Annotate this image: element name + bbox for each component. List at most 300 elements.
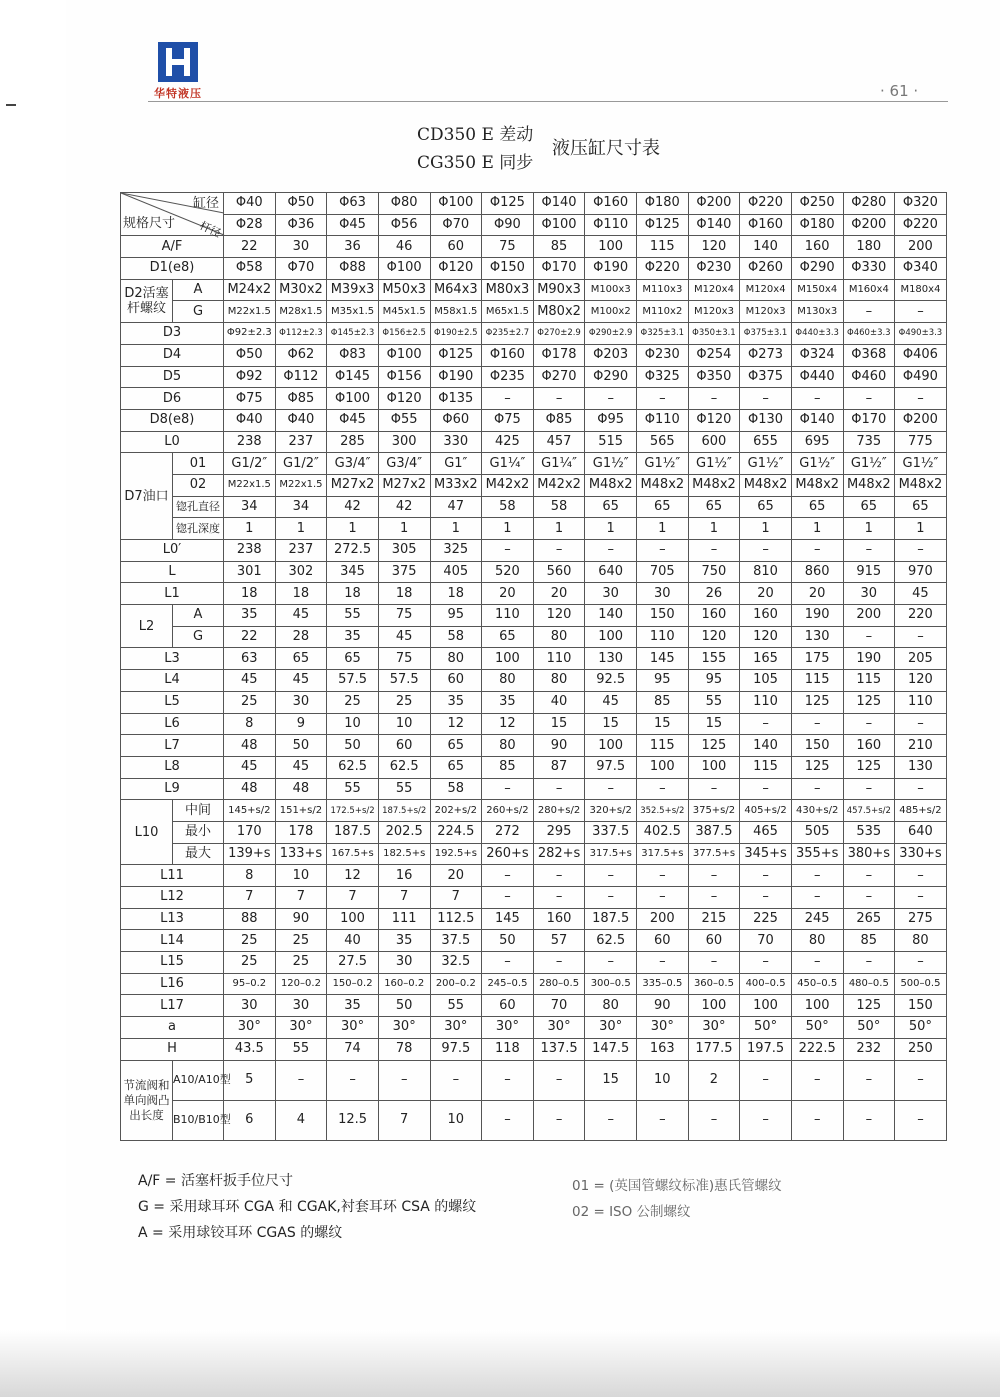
value-cell: 10 <box>327 713 379 735</box>
value-cell: 30° <box>224 1017 276 1039</box>
row-label: L0 <box>121 431 224 453</box>
value-cell: 40 <box>533 691 585 713</box>
value-cell: 105 <box>740 670 792 692</box>
value-cell: M80x3 <box>482 279 534 301</box>
value-cell: 380+s <box>843 843 895 865</box>
value-cell: 80 <box>533 670 585 692</box>
value-cell: 130 <box>585 648 637 670</box>
value-cell: – <box>585 865 637 887</box>
value-cell: Φ406 <box>895 344 947 366</box>
value-cell: 46 <box>378 236 430 258</box>
value-cell: – <box>533 1060 585 1100</box>
value-cell: 78 <box>378 1038 430 1060</box>
value-cell: 112.5 <box>430 908 482 930</box>
value-cell: – <box>843 388 895 410</box>
value-cell: Φ100 <box>378 344 430 366</box>
value-cell: Φ490 <box>895 366 947 388</box>
value-cell: 5 <box>224 1060 276 1100</box>
value-cell: 402.5 <box>637 821 689 843</box>
value-cell: – <box>740 865 792 887</box>
table-row <box>121 713 947 735</box>
value-cell: 1 <box>275 518 327 540</box>
value-cell: Φ145 <box>327 366 379 388</box>
value-cell: 58 <box>482 496 534 518</box>
row-label: L12 <box>121 887 224 909</box>
value-cell: 80 <box>791 930 843 952</box>
value-cell: Φ325±3.1 <box>637 323 689 345</box>
value-cell: – <box>740 713 792 735</box>
value-cell: Φ160 <box>482 344 534 366</box>
row-sublabel: 锪孔直径 <box>173 496 224 518</box>
row-label: L15 <box>121 952 224 974</box>
value-cell: Φ75 <box>482 409 534 431</box>
value-cell: G1/2″ <box>224 453 276 475</box>
note-g: G = 采用球耳环 CGA 和 CGAK,衬套耳环 CSA 的螺纹 <box>138 1199 477 1215</box>
value-cell: 25 <box>275 952 327 974</box>
value-cell: – <box>533 887 585 909</box>
value-cell: – <box>482 540 534 562</box>
value-cell: 565 <box>637 431 689 453</box>
value-cell: – <box>843 887 895 909</box>
row-label: L13 <box>121 908 224 930</box>
value-cell: M120x4 <box>740 279 792 301</box>
value-cell: – <box>843 865 895 887</box>
value-cell: 111 <box>378 908 430 930</box>
value-cell: Φ130 <box>740 409 792 431</box>
value-cell: 110 <box>482 605 534 627</box>
value-cell: 62.5 <box>585 930 637 952</box>
bore-cell: Φ320 <box>895 193 947 215</box>
value-cell: – <box>895 1060 947 1100</box>
rod-cell: Φ110 <box>585 214 637 236</box>
value-cell: 25 <box>224 952 276 974</box>
value-cell: 34 <box>224 496 276 518</box>
value-cell: 28 <box>275 626 327 648</box>
value-cell: 222.5 <box>791 1038 843 1060</box>
bore-cell: Φ200 <box>688 193 740 215</box>
rod-cell: Φ160 <box>740 214 792 236</box>
table-row <box>121 865 947 887</box>
value-cell: 110 <box>637 626 689 648</box>
group-label-valve: 节流阀和单向阀凸出长度 <box>121 1060 173 1140</box>
value-cell: 205 <box>895 648 947 670</box>
value-cell: – <box>637 1100 689 1140</box>
value-cell: M35x1.5 <box>327 301 379 323</box>
value-cell: 1 <box>843 518 895 540</box>
value-cell: 325 <box>430 540 482 562</box>
value-cell: 400–0.5 <box>740 973 792 995</box>
value-cell: 405 <box>430 561 482 583</box>
bore-cell: Φ40 <box>224 193 276 215</box>
value-cell: M120x4 <box>688 279 740 301</box>
value-cell: 140 <box>740 236 792 258</box>
table-row <box>121 800 947 822</box>
table-row <box>121 344 947 366</box>
value-cell: 12.5 <box>327 1100 379 1140</box>
value-cell: 30° <box>637 1017 689 1039</box>
value-cell: 202+s/2 <box>430 800 482 822</box>
value-cell: Φ170 <box>533 258 585 280</box>
value-cell: M100x2 <box>585 301 637 323</box>
value-cell: G3/4″ <box>378 453 430 475</box>
value-cell: 305 <box>378 540 430 562</box>
value-cell: 65 <box>482 626 534 648</box>
value-cell: 60 <box>637 930 689 952</box>
value-cell: 167.5+s <box>327 843 379 865</box>
bore-cell: Φ80 <box>378 193 430 215</box>
value-cell: – <box>688 865 740 887</box>
value-cell: 57.5 <box>327 670 379 692</box>
value-cell: 100 <box>740 995 792 1017</box>
value-cell: M42x2 <box>533 474 585 496</box>
value-cell: 1 <box>378 518 430 540</box>
value-cell: 35 <box>378 930 430 952</box>
bore-cell: Φ180 <box>637 193 689 215</box>
value-cell: Φ100 <box>378 258 430 280</box>
value-cell: M50x3 <box>378 279 430 301</box>
value-cell: 115 <box>843 670 895 692</box>
value-cell: – <box>895 865 947 887</box>
value-cell: M22x1.5 <box>224 301 276 323</box>
row-label: L6 <box>121 713 224 735</box>
value-cell: Φ55 <box>378 409 430 431</box>
value-cell: 120 <box>895 670 947 692</box>
value-cell: 25 <box>327 691 379 713</box>
value-cell: 45 <box>224 670 276 692</box>
value-cell: Φ325 <box>637 366 689 388</box>
value-cell: 95 <box>688 670 740 692</box>
table-row <box>121 453 947 475</box>
value-cell: – <box>740 1100 792 1140</box>
value-cell: 6 <box>224 1100 276 1140</box>
value-cell: Φ235±2.7 <box>482 323 534 345</box>
value-cell: Φ220 <box>637 258 689 280</box>
value-cell: 150–0.2 <box>327 973 379 995</box>
value-cell: 100 <box>791 995 843 1017</box>
value-cell: 70 <box>533 995 585 1017</box>
value-cell: 147.5 <box>585 1038 637 1060</box>
value-cell: 187.5 <box>327 821 379 843</box>
value-cell: Φ125 <box>430 344 482 366</box>
value-cell: – <box>482 952 534 974</box>
rod-cell: Φ100 <box>533 214 585 236</box>
row-label: D4 <box>121 344 224 366</box>
value-cell: M28x1.5 <box>275 301 327 323</box>
table-row <box>121 1060 947 1100</box>
value-cell: 65 <box>327 648 379 670</box>
value-cell: 285 <box>327 431 379 453</box>
table-row <box>121 496 947 518</box>
value-cell: 80 <box>482 735 534 757</box>
value-cell: M27x2 <box>327 474 379 496</box>
value-cell: 190 <box>843 648 895 670</box>
value-cell: 1 <box>688 518 740 540</box>
value-cell: – <box>895 713 947 735</box>
table-row <box>121 952 947 974</box>
table-row <box>121 561 947 583</box>
value-cell: G1/2″ <box>275 453 327 475</box>
row-label: L9 <box>121 778 224 800</box>
value-cell: – <box>533 540 585 562</box>
row-sublabel: 锪孔深度 <box>173 518 224 540</box>
value-cell: 34 <box>275 496 327 518</box>
value-cell: – <box>843 540 895 562</box>
value-cell: 352.5+s/2 <box>637 800 689 822</box>
value-cell: Φ460 <box>843 366 895 388</box>
value-cell: 63 <box>224 648 276 670</box>
value-cell: 655 <box>740 431 792 453</box>
value-cell: – <box>740 778 792 800</box>
value-cell: 65 <box>895 496 947 518</box>
value-cell: 139+s <box>224 843 276 865</box>
value-cell: 172.5+s/2 <box>327 800 379 822</box>
value-cell: 60 <box>482 995 534 1017</box>
value-cell: 260+s/2 <box>482 800 534 822</box>
value-cell: – <box>791 713 843 735</box>
value-cell: Φ230 <box>688 258 740 280</box>
rod-cell: Φ45 <box>327 214 379 236</box>
value-cell: M180x4 <box>895 279 947 301</box>
value-cell: 125 <box>791 756 843 778</box>
value-cell: – <box>895 887 947 909</box>
value-cell: – <box>740 540 792 562</box>
value-cell: 197.5 <box>740 1038 792 1060</box>
value-cell: 225 <box>740 908 792 930</box>
value-cell: 245–0.5 <box>482 973 534 995</box>
value-cell: 282+s <box>533 843 585 865</box>
value-cell: 90 <box>275 908 327 930</box>
value-cell: Φ203 <box>585 344 637 366</box>
value-cell: 65 <box>688 496 740 518</box>
value-cell: 58 <box>430 626 482 648</box>
value-cell: 110 <box>740 691 792 713</box>
value-cell: M24x2 <box>224 279 276 301</box>
value-cell: Φ190±2.5 <box>430 323 482 345</box>
value-cell: – <box>843 713 895 735</box>
row-label: L11 <box>121 865 224 887</box>
value-cell: 20 <box>791 583 843 605</box>
value-cell: 50° <box>843 1017 895 1039</box>
value-cell: 1 <box>585 518 637 540</box>
value-cell: M130x3 <box>791 301 843 323</box>
value-cell: 238 <box>224 431 276 453</box>
value-cell: – <box>378 1060 430 1100</box>
row-label: L8 <box>121 756 224 778</box>
value-cell: Φ260 <box>740 258 792 280</box>
value-cell: Φ190 <box>430 366 482 388</box>
value-cell: 30° <box>533 1017 585 1039</box>
value-cell: 775 <box>895 431 947 453</box>
row-sublabel: A <box>173 279 224 301</box>
row-label: L0′ <box>121 540 224 562</box>
value-cell: 160 <box>533 908 585 930</box>
value-cell: G1″ <box>430 453 482 475</box>
value-cell: 125 <box>843 995 895 1017</box>
value-cell: M48x2 <box>740 474 792 496</box>
value-cell: 430+s/2 <box>791 800 843 822</box>
bore-cell: Φ50 <box>275 193 327 215</box>
value-cell: 45 <box>275 605 327 627</box>
value-cell: M33x2 <box>430 474 482 496</box>
value-cell: 115 <box>637 236 689 258</box>
value-cell: 600 <box>688 431 740 453</box>
value-cell: 130 <box>791 626 843 648</box>
value-cell: 47 <box>430 496 482 518</box>
notes-left <box>138 1168 476 1246</box>
value-cell: 860 <box>791 561 843 583</box>
value-cell: 85 <box>637 691 689 713</box>
title-model-cg: CG350 E 同步 <box>417 153 534 173</box>
value-cell: Φ135 <box>430 388 482 410</box>
value-cell: 301 <box>224 561 276 583</box>
table-row <box>121 236 947 258</box>
row-label: L17 <box>121 995 224 1017</box>
value-cell: – <box>585 887 637 909</box>
value-cell: 16 <box>378 865 430 887</box>
row-sublabel: G <box>173 626 224 648</box>
row-label: D8(e8) <box>121 409 224 431</box>
rod-cell: Φ180 <box>791 214 843 236</box>
value-cell: 275 <box>895 908 947 930</box>
value-cell: 30 <box>637 583 689 605</box>
value-cell: 48 <box>224 778 276 800</box>
value-cell: Φ140 <box>791 409 843 431</box>
row-sublabel: 中间 <box>173 800 224 822</box>
value-cell: – <box>791 865 843 887</box>
value-cell: 20 <box>533 583 585 605</box>
value-cell: Φ200 <box>895 409 947 431</box>
row-label: L1 <box>121 583 224 605</box>
value-cell: – <box>482 865 534 887</box>
value-cell: 74 <box>327 1038 379 1060</box>
value-cell: 30° <box>585 1017 637 1039</box>
value-cell: 30 <box>585 583 637 605</box>
value-cell: 50 <box>482 930 534 952</box>
value-cell: 280+s/2 <box>533 800 585 822</box>
value-cell: 450–0.5 <box>791 973 843 995</box>
value-cell: M80x2 <box>533 301 585 323</box>
value-cell: Φ120 <box>430 258 482 280</box>
value-cell: 515 <box>585 431 637 453</box>
value-cell: 140 <box>740 735 792 757</box>
value-cell: – <box>637 887 689 909</box>
value-cell: 35 <box>327 626 379 648</box>
value-cell: 40 <box>327 930 379 952</box>
table-row <box>121 973 947 995</box>
value-cell: 20 <box>482 583 534 605</box>
row-sublabel: 最大 <box>173 843 224 865</box>
value-cell: Φ156±2.5 <box>378 323 430 345</box>
value-cell: 85 <box>843 930 895 952</box>
value-cell: 505 <box>791 821 843 843</box>
value-cell: 18 <box>378 583 430 605</box>
value-cell: 55 <box>430 995 482 1017</box>
value-cell: M48x2 <box>843 474 895 496</box>
row-label: L7 <box>121 735 224 757</box>
value-cell: G3/4″ <box>327 453 379 475</box>
value-cell: 1 <box>895 518 947 540</box>
row-label: D5 <box>121 366 224 388</box>
value-cell: 60 <box>378 735 430 757</box>
value-cell: G1½″ <box>688 453 740 475</box>
value-cell: – <box>482 778 534 800</box>
table-row <box>121 821 947 843</box>
value-cell: 48 <box>275 778 327 800</box>
table-row <box>121 540 947 562</box>
value-cell: 317.5+s <box>585 843 637 865</box>
value-cell: – <box>688 778 740 800</box>
value-cell: 1 <box>327 518 379 540</box>
value-cell: 80 <box>482 670 534 692</box>
value-cell: 65 <box>843 496 895 518</box>
value-cell: Φ58 <box>224 258 276 280</box>
value-cell: – <box>585 952 637 974</box>
value-cell: 12 <box>430 713 482 735</box>
value-cell: 640 <box>895 821 947 843</box>
value-cell: – <box>637 952 689 974</box>
row-label: L5 <box>121 691 224 713</box>
value-cell: 375 <box>378 561 430 583</box>
value-cell: 15 <box>585 713 637 735</box>
value-cell: 320+s/2 <box>585 800 637 822</box>
value-cell: 520 <box>482 561 534 583</box>
value-cell: 137.5 <box>533 1038 585 1060</box>
value-cell: 485+s/2 <box>895 800 947 822</box>
value-cell: – <box>791 388 843 410</box>
value-cell: 115 <box>740 756 792 778</box>
value-cell: M120x3 <box>688 301 740 323</box>
value-cell: Φ460±3.3 <box>843 323 895 345</box>
value-cell: 237 <box>275 431 327 453</box>
value-cell: Φ270 <box>533 366 585 388</box>
value-cell: 125 <box>843 756 895 778</box>
value-cell: – <box>275 1060 327 1100</box>
value-cell: M58x1.5 <box>430 301 482 323</box>
value-cell: Φ273 <box>740 344 792 366</box>
value-cell: – <box>482 1060 534 1100</box>
value-cell: – <box>843 778 895 800</box>
value-cell: 30° <box>430 1017 482 1039</box>
bore-cell: Φ280 <box>843 193 895 215</box>
value-cell: – <box>533 1100 585 1140</box>
value-cell: 224.5 <box>430 821 482 843</box>
value-cell: 18 <box>430 583 482 605</box>
value-cell: 100 <box>585 735 637 757</box>
value-cell: 133+s <box>275 843 327 865</box>
bore-cell: Φ63 <box>327 193 379 215</box>
value-cell: 200 <box>843 605 895 627</box>
page-number: · 61 · <box>880 82 919 100</box>
value-cell: 88 <box>224 908 276 930</box>
table-row <box>121 388 947 410</box>
value-cell: M30x2 <box>275 279 327 301</box>
value-cell: 22 <box>224 626 276 648</box>
row-label: L4 <box>121 670 224 692</box>
value-cell: Φ40 <box>275 409 327 431</box>
corner-bore-label: 缸径 <box>192 196 219 211</box>
value-cell: 238 <box>224 540 276 562</box>
value-cell: 50 <box>378 995 430 1017</box>
value-cell: G1½″ <box>895 453 947 475</box>
value-cell: 200–0.2 <box>430 973 482 995</box>
value-cell: 480–0.5 <box>843 973 895 995</box>
value-cell: 335–0.5 <box>637 973 689 995</box>
bore-cell: Φ125 <box>482 193 534 215</box>
value-cell: 330+s <box>895 843 947 865</box>
value-cell: 30° <box>482 1017 534 1039</box>
row-sublabel: A <box>173 605 224 627</box>
value-cell: – <box>327 1060 379 1100</box>
